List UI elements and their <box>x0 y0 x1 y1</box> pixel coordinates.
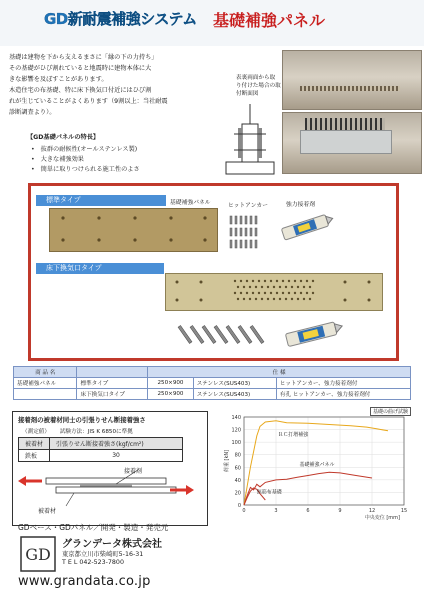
table-cell: 有孔 ヒットアンカー、強力接着剤付 <box>276 389 410 400</box>
cross-section-caption <box>236 74 281 98</box>
table-header: 被着材 <box>19 438 50 450</box>
main-title: GD新耐震補強システム <box>44 10 197 28</box>
y-tick-label: 0 <box>237 503 241 509</box>
svg-text:GD: GD <box>25 545 51 564</box>
method-text: 試験方法：JIS K 6850に準拠 <box>59 429 133 435</box>
x-tick-label: 9 <box>338 508 342 514</box>
table-cell: 床下換気口タイプ <box>77 389 148 400</box>
intro-line: れが生じていることがよくあります（9割以上：当社耐震 <box>9 98 168 105</box>
substrate-callout: 被着材 <box>38 508 57 515</box>
y-tick-label: 120 <box>231 427 241 434</box>
anchor-row-icon <box>176 320 276 350</box>
table-row <box>14 378 411 389</box>
panel-left <box>238 128 242 158</box>
vent-opening <box>305 118 385 130</box>
x-tick-label: 6 <box>306 508 310 514</box>
footer-developer: GDベース・GDパネル／開発・製造・発売元 <box>18 523 169 532</box>
vent-type-band: 床下換気口タイプ <box>36 263 164 274</box>
y-tick-label: 20 <box>234 490 241 497</box>
table-cell: ステンレス(SUS403) <box>193 378 276 389</box>
y-tick-label: 40 <box>234 477 241 484</box>
cross-section-diagram <box>220 104 280 184</box>
adhesive-callout: 接着剤 <box>124 468 143 475</box>
strength-method <box>22 427 133 435</box>
adhesive-tube-icon <box>282 318 346 348</box>
anchor-label: ヒットアンカー <box>228 203 268 209</box>
table-cell: 30 <box>50 450 183 462</box>
table-row <box>14 389 411 400</box>
footing <box>226 162 274 174</box>
panel-label: 基礎補強パネル <box>170 200 211 206</box>
company-name: グランデータ株式会社 <box>62 539 162 550</box>
company-tel: T E L 042-523-7800 <box>62 559 124 566</box>
table-cell: 鉄板 <box>19 450 50 462</box>
caption-line: り付けた場合の取 <box>236 83 281 89</box>
series-label: 基礎補強パネル <box>299 462 335 469</box>
adhesive-tube-icon <box>276 212 336 242</box>
x-tick-label: 12 <box>368 508 376 514</box>
table-cell: ステンレス(SUS403) <box>193 389 276 400</box>
spec-table <box>13 366 411 400</box>
intro-line: 基礎は建物を下から支えるまさに「縁の下の力持ち」 <box>9 54 158 61</box>
company-url[interactable]: www.grandata.co.jp <box>18 574 151 589</box>
table-cell: ヒットアンカー、強力接着剤付 <box>276 378 410 389</box>
intro-line: その基礎がひび割れていると地震時に建物本体に大 <box>9 65 152 72</box>
vent-grille <box>300 86 400 91</box>
table-header: 引張りせん断接着強さ(kgf/cm²) <box>50 438 183 450</box>
table-header: 商 品 名 <box>14 367 77 378</box>
adhesive-layer <box>80 484 132 487</box>
x-tick-label: 0 <box>242 508 246 514</box>
standard-type-band: 標準タイプ <box>36 195 166 206</box>
feature-item: • 抜群の耐候性(オールステンレス製) <box>31 145 219 155</box>
y-tick-label: 100 <box>231 440 241 447</box>
caption-line: 表裏両面から取 <box>236 75 276 81</box>
method-label: （測定値） <box>22 429 50 435</box>
y-tick-label: 80 <box>234 452 241 459</box>
company-logo-icon <box>20 536 56 572</box>
features-title: 【GD基礎パネルの特長】 <box>27 134 100 141</box>
series-label: ＲＣ打増補強 <box>278 431 309 438</box>
wall-section <box>242 124 258 162</box>
table-row <box>19 450 183 462</box>
hit-anchors-icon <box>226 214 270 252</box>
strength-title: 接着剤の被着材同士の引張りせん断接着強さ <box>18 416 146 424</box>
installed-panel <box>300 130 392 154</box>
panel-right <box>258 128 262 158</box>
feature-item: • 簡単に取りつけられる施工性のよさ <box>31 165 219 175</box>
x-axis-label: 中央変位 [mm] <box>364 515 400 521</box>
panel-holes <box>49 208 216 250</box>
chart-title: 基礎の曲げ試験 <box>370 407 411 416</box>
series-label: 無筋布基礎 <box>256 489 282 496</box>
table-cell: 標準タイプ <box>77 378 148 389</box>
intro-line: きな影響を及ぼすことがあります。 <box>9 76 108 83</box>
adhesive-label: 強力接着剤 <box>286 202 315 208</box>
lower-plate <box>56 487 176 493</box>
company-address: 東京都立川市柴崎町5-16-31 <box>62 551 144 558</box>
bending-test-chart <box>222 405 417 525</box>
table-cell: 250×900 <box>148 378 193 389</box>
intro-text <box>9 52 241 118</box>
table-header: 仕 様 <box>148 367 411 378</box>
intro-line: 診断調査より）。 <box>9 109 56 116</box>
table-cell: 250×900 <box>148 389 193 400</box>
feature-item: • 大きな補強効果 <box>31 155 219 165</box>
y-tick-label: 60 <box>234 465 241 472</box>
x-tick-label: 15 <box>400 508 408 514</box>
intro-line: 木造住宅の布基礎、特に床下換気口付近にはひび割 <box>9 87 152 94</box>
features-list <box>9 133 219 175</box>
foundation-photo-before <box>282 50 422 110</box>
upper-plate <box>46 478 166 484</box>
caption-line: 付断面図 <box>236 91 259 97</box>
y-tick-label: 140 <box>231 415 241 421</box>
sub-title: 基礎補強パネル <box>213 11 326 30</box>
table-cell: 基礎補強パネル <box>14 378 77 389</box>
y-axis-label: 荷重 [kN] <box>224 449 230 473</box>
strength-table <box>18 437 183 462</box>
x-tick-label: 3 <box>274 508 278 514</box>
table-cell <box>14 389 77 400</box>
vent-panel-holes <box>165 273 381 309</box>
table-header <box>77 367 148 378</box>
